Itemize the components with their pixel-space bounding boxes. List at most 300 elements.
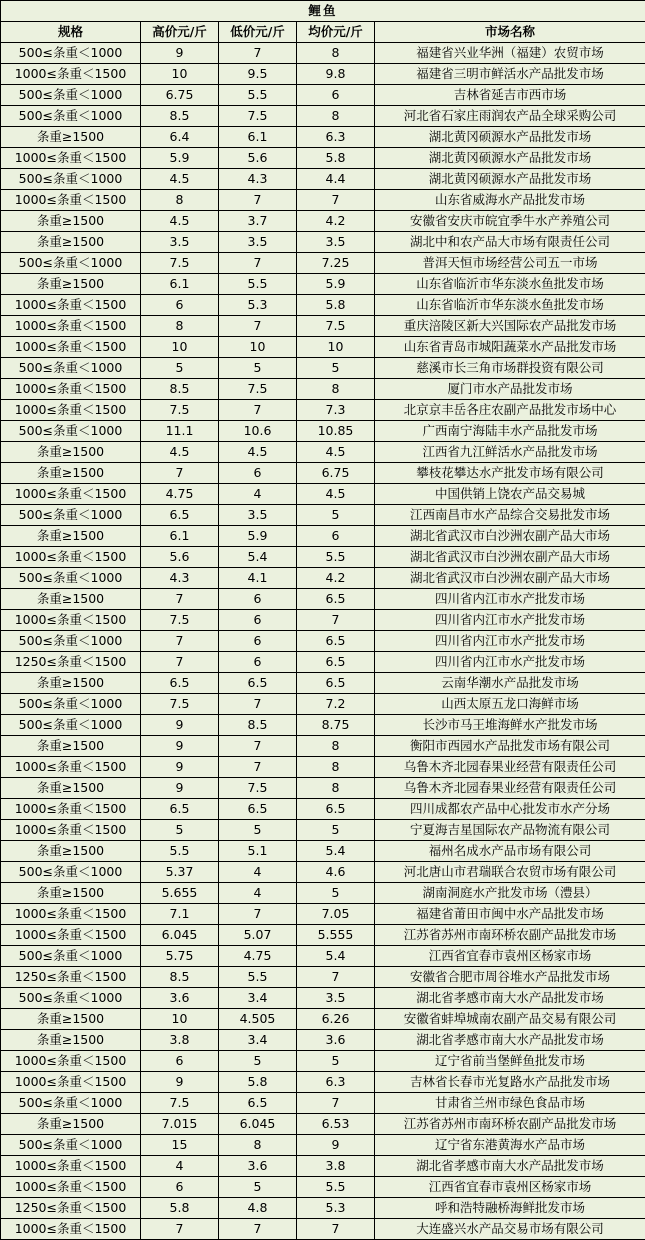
cell-low-price: 5 (219, 1051, 297, 1072)
cell-high-price: 8 (141, 190, 219, 211)
table-title: 鲤鱼 (1, 1, 645, 22)
cell-market-name: 慈溪市长三角市场群投资有限公司 (375, 358, 645, 379)
cell-low-price: 5 (219, 358, 297, 379)
cell-market-name: 厦门市水产品批发市场 (375, 379, 645, 400)
cell-avg-price: 4.4 (297, 169, 375, 190)
cell-high-price: 5.75 (141, 946, 219, 967)
cell-low-price: 7.5 (219, 379, 297, 400)
cell-spec: 1000≤条重＜1500 (1, 295, 141, 316)
cell-avg-price: 6.5 (297, 673, 375, 694)
cell-spec: 条重≥1500 (1, 274, 141, 295)
table-row (1, 988, 645, 1009)
cell-avg-price: 7 (297, 190, 375, 211)
cell-low-price: 6 (219, 589, 297, 610)
cell-low-price: 4 (219, 484, 297, 505)
cell-market-name: 山东省临沂市华东淡水鱼批发市场 (375, 274, 645, 295)
cell-low-price: 5.3 (219, 295, 297, 316)
table-row (1, 652, 645, 673)
cell-low-price: 3.5 (219, 232, 297, 253)
cell-spec: 500≤条重＜1000 (1, 1093, 141, 1114)
cell-spec: 条重≥1500 (1, 778, 141, 799)
table-title-row (1, 1, 645, 22)
cell-high-price: 15 (141, 1135, 219, 1156)
cell-high-price: 9 (141, 778, 219, 799)
table-row (1, 421, 645, 442)
table-row (1, 673, 645, 694)
table-row (1, 946, 645, 967)
cell-avg-price: 6.26 (297, 1009, 375, 1030)
cell-spec: 500≤条重＜1000 (1, 106, 141, 127)
cell-low-price: 7 (219, 316, 297, 337)
table-row (1, 1198, 645, 1219)
cell-avg-price: 3.5 (297, 988, 375, 1009)
cell-market-name: 山东省威海水产品批发市场 (375, 190, 645, 211)
cell-low-price: 7 (219, 190, 297, 211)
table-row (1, 1051, 645, 1072)
cell-low-price: 5.9 (219, 526, 297, 547)
cell-market-name: 湖北中和农产品大市场有限责任公司 (375, 232, 645, 253)
cell-market-name: 四川成都农产品中心批发市水产分场 (375, 799, 645, 820)
cell-market-name: 湖北省孝感市南大水产品批发市场 (375, 988, 645, 1009)
cell-avg-price: 7 (297, 967, 375, 988)
table-row (1, 1219, 645, 1240)
cell-spec: 500≤条重＜1000 (1, 358, 141, 379)
cell-high-price: 6.5 (141, 799, 219, 820)
table-row (1, 148, 645, 169)
cell-avg-price: 7 (297, 1093, 375, 1114)
cell-market-name: 江苏省苏州市南环桥农副产品批发市场 (375, 1114, 645, 1135)
cell-high-price: 9 (141, 736, 219, 757)
cell-high-price: 7 (141, 589, 219, 610)
cell-high-price: 4.75 (141, 484, 219, 505)
cell-high-price: 7 (141, 652, 219, 673)
table-row (1, 1135, 645, 1156)
cell-market-name: 福建省三明市鲜活水产品批发市场 (375, 64, 645, 85)
table-row (1, 568, 645, 589)
cell-low-price: 5.5 (219, 85, 297, 106)
cell-high-price: 7 (141, 631, 219, 652)
table-row (1, 1114, 645, 1135)
cell-avg-price: 6.53 (297, 1114, 375, 1135)
cell-high-price: 5 (141, 358, 219, 379)
table-row (1, 190, 645, 211)
cell-avg-price: 7.3 (297, 400, 375, 421)
cell-market-name: 四川省内江市水产批发市场 (375, 652, 645, 673)
table-row (1, 967, 645, 988)
cell-avg-price: 4.6 (297, 862, 375, 883)
table-row (1, 925, 645, 946)
cell-market-name: 大连盛兴水产品交易市场有限公司 (375, 1219, 645, 1240)
table-row (1, 64, 645, 85)
cell-market-name: 呼和浩特融桥海鲜批发市场 (375, 1198, 645, 1219)
header-high-price: 高价元/斤 (141, 22, 219, 43)
cell-market-name: 重庆涪陵区新大兴国际农产品批发市场 (375, 316, 645, 337)
header-row (1, 22, 645, 43)
cell-avg-price: 5.8 (297, 148, 375, 169)
cell-high-price: 9 (141, 43, 219, 64)
cell-high-price: 9 (141, 757, 219, 778)
cell-spec: 条重≥1500 (1, 232, 141, 253)
header-low-price: 低价元/斤 (219, 22, 297, 43)
cell-market-name: 北京京丰岳各庄农副产品批发市场中心 (375, 400, 645, 421)
cell-market-name: 长沙市马王堆海鲜水产批发市场 (375, 715, 645, 736)
cell-spec: 1000≤条重＜1500 (1, 547, 141, 568)
cell-high-price: 7 (141, 1219, 219, 1240)
cell-market-name: 四川省内江市水产批发市场 (375, 631, 645, 652)
cell-spec: 条重≥1500 (1, 841, 141, 862)
cell-avg-price: 7.5 (297, 316, 375, 337)
cell-market-name: 云南华潮水产品批发市场 (375, 673, 645, 694)
table-row (1, 1177, 645, 1198)
cell-low-price: 7 (219, 904, 297, 925)
cell-market-name: 江西省宜春市袁州区杨家市场 (375, 946, 645, 967)
cell-avg-price: 5.4 (297, 946, 375, 967)
cell-avg-price: 5.8 (297, 295, 375, 316)
table-row (1, 169, 645, 190)
cell-avg-price: 6 (297, 526, 375, 547)
table-row (1, 1156, 645, 1177)
cell-spec: 1000≤条重＜1500 (1, 610, 141, 631)
cell-high-price: 10 (141, 64, 219, 85)
cell-high-price: 6 (141, 1051, 219, 1072)
cell-high-price: 5.655 (141, 883, 219, 904)
cell-high-price: 3.5 (141, 232, 219, 253)
cell-low-price: 6.5 (219, 1093, 297, 1114)
cell-market-name: 江西省宜春市袁州区杨家市场 (375, 1177, 645, 1198)
cell-avg-price: 5 (297, 358, 375, 379)
cell-low-price: 7.5 (219, 778, 297, 799)
cell-avg-price: 6 (297, 85, 375, 106)
cell-low-price: 7.5 (219, 106, 297, 127)
cell-avg-price: 6.5 (297, 631, 375, 652)
cell-high-price: 5.37 (141, 862, 219, 883)
cell-low-price: 7 (219, 1219, 297, 1240)
cell-high-price: 8.5 (141, 106, 219, 127)
cell-avg-price: 4.5 (297, 484, 375, 505)
table-row (1, 232, 645, 253)
cell-spec: 条重≥1500 (1, 442, 141, 463)
cell-avg-price: 5 (297, 505, 375, 526)
cell-spec: 条重≥1500 (1, 211, 141, 232)
table-row (1, 43, 645, 64)
table-row (1, 547, 645, 568)
cell-high-price: 10 (141, 1009, 219, 1030)
cell-market-name: 四川省内江市水产批发市场 (375, 610, 645, 631)
cell-low-price: 7 (219, 43, 297, 64)
table-row (1, 736, 645, 757)
table-row (1, 694, 645, 715)
cell-low-price: 6 (219, 631, 297, 652)
table-row (1, 1009, 645, 1030)
cell-low-price: 4.1 (219, 568, 297, 589)
cell-spec: 条重≥1500 (1, 736, 141, 757)
cell-avg-price: 5.3 (297, 1198, 375, 1219)
cell-high-price: 5 (141, 820, 219, 841)
cell-market-name: 湖北黄冈硕源水产品批发市场 (375, 148, 645, 169)
table-row (1, 211, 645, 232)
cell-avg-price: 8 (297, 757, 375, 778)
cell-high-price: 8.5 (141, 967, 219, 988)
cell-high-price: 7 (141, 463, 219, 484)
cell-high-price: 5.6 (141, 547, 219, 568)
table-row (1, 274, 645, 295)
cell-avg-price: 8.75 (297, 715, 375, 736)
cell-market-name: 攀枝花攀达水产批发市场有限公司 (375, 463, 645, 484)
cell-high-price: 4.5 (141, 169, 219, 190)
cell-avg-price: 8 (297, 379, 375, 400)
cell-high-price: 5.5 (141, 841, 219, 862)
cell-avg-price: 7.05 (297, 904, 375, 925)
cell-market-name: 安徽省合肥市周谷堆水产品批发市场 (375, 967, 645, 988)
cell-market-name: 辽宁省前当堡鲜鱼批发市场 (375, 1051, 645, 1072)
cell-high-price: 6.4 (141, 127, 219, 148)
cell-market-name: 湖北省孝感市南大水产品批发市场 (375, 1156, 645, 1177)
table-row (1, 1030, 645, 1051)
cell-high-price: 7.1 (141, 904, 219, 925)
table-row (1, 379, 645, 400)
cell-high-price: 3.8 (141, 1030, 219, 1051)
cell-spec: 1000≤条重＜1500 (1, 820, 141, 841)
cell-low-price: 6.045 (219, 1114, 297, 1135)
cell-market-name: 山东省临沂市华东淡水鱼批发市场 (375, 295, 645, 316)
cell-avg-price: 6.5 (297, 799, 375, 820)
table-row (1, 316, 645, 337)
cell-high-price: 6 (141, 1177, 219, 1198)
cell-high-price: 6.5 (141, 673, 219, 694)
cell-market-name: 宁夏海吉星国际农产品物流有限公司 (375, 820, 645, 841)
cell-spec: 1250≤条重＜1500 (1, 1198, 141, 1219)
cell-high-price: 7.5 (141, 610, 219, 631)
cell-low-price: 5.07 (219, 925, 297, 946)
cell-market-name: 吉林省长春市光复路水产品批发市场 (375, 1072, 645, 1093)
cell-avg-price: 5 (297, 1051, 375, 1072)
cell-low-price: 9.5 (219, 64, 297, 85)
cell-high-price: 3.6 (141, 988, 219, 1009)
cell-low-price: 4.75 (219, 946, 297, 967)
cell-avg-price: 5 (297, 883, 375, 904)
cell-market-name: 乌鲁木齐北园春果业经营有限责任公司 (375, 778, 645, 799)
cell-avg-price: 7.2 (297, 694, 375, 715)
cell-market-name: 湖北省武汉市白沙洲农副产品大市场 (375, 526, 645, 547)
cell-high-price: 6.1 (141, 274, 219, 295)
cell-spec: 500≤条重＜1000 (1, 169, 141, 190)
cell-market-name: 吉林省延吉市西市场 (375, 85, 645, 106)
cell-low-price: 8.5 (219, 715, 297, 736)
cell-market-name: 衡阳市西园水产品批发市场有限公司 (375, 736, 645, 757)
header-spec: 规格 (1, 22, 141, 43)
table-row (1, 778, 645, 799)
table-row (1, 463, 645, 484)
cell-market-name: 湖南洞庭水产批发市场（澧县） (375, 883, 645, 904)
cell-avg-price: 4.2 (297, 211, 375, 232)
cell-spec: 1000≤条重＜1500 (1, 1219, 141, 1240)
cell-market-name: 福建省莆田市闽中水产品批发市场 (375, 904, 645, 925)
cell-spec: 条重≥1500 (1, 526, 141, 547)
cell-market-name: 安徽省安庆市皖宜季牛水产养殖公司 (375, 211, 645, 232)
cell-high-price: 4.3 (141, 568, 219, 589)
cell-low-price: 6.1 (219, 127, 297, 148)
cell-spec: 500≤条重＜1000 (1, 631, 141, 652)
cell-spec: 1000≤条重＜1500 (1, 1156, 141, 1177)
cell-spec: 500≤条重＜1000 (1, 988, 141, 1009)
cell-spec: 1000≤条重＜1500 (1, 904, 141, 925)
cell-spec: 1000≤条重＜1500 (1, 337, 141, 358)
cell-high-price: 7.5 (141, 694, 219, 715)
table-row (1, 85, 645, 106)
cell-avg-price: 8 (297, 106, 375, 127)
cell-spec: 条重≥1500 (1, 883, 141, 904)
cell-avg-price: 5.5 (297, 1177, 375, 1198)
cell-low-price: 5.5 (219, 274, 297, 295)
cell-spec: 1000≤条重＜1500 (1, 64, 141, 85)
cell-market-name: 山西太原五龙口海鲜市场 (375, 694, 645, 715)
cell-high-price: 4 (141, 1156, 219, 1177)
cell-high-price: 4.5 (141, 442, 219, 463)
cell-market-name: 普洱天恒市场经营公司五一市场 (375, 253, 645, 274)
cell-low-price: 10.6 (219, 421, 297, 442)
cell-high-price: 7.015 (141, 1114, 219, 1135)
cell-avg-price: 6.3 (297, 1072, 375, 1093)
cell-spec: 500≤条重＜1000 (1, 505, 141, 526)
cell-high-price: 4.5 (141, 211, 219, 232)
cell-low-price: 5.8 (219, 1072, 297, 1093)
cell-avg-price: 6.3 (297, 127, 375, 148)
cell-spec: 条重≥1500 (1, 1030, 141, 1051)
table-row (1, 715, 645, 736)
cell-spec: 条重≥1500 (1, 673, 141, 694)
cell-spec: 500≤条重＜1000 (1, 694, 141, 715)
cell-high-price: 8 (141, 316, 219, 337)
table-row (1, 841, 645, 862)
table-row (1, 610, 645, 631)
cell-market-name: 湖北黄冈硕源水产品批发市场 (375, 169, 645, 190)
cell-avg-price: 5.555 (297, 925, 375, 946)
cell-spec: 1000≤条重＜1500 (1, 757, 141, 778)
cell-spec: 500≤条重＜1000 (1, 253, 141, 274)
cell-avg-price: 7 (297, 1219, 375, 1240)
cell-spec: 1000≤条重＜1500 (1, 799, 141, 820)
cell-low-price: 8 (219, 1135, 297, 1156)
table-row (1, 1093, 645, 1114)
cell-avg-price: 7.25 (297, 253, 375, 274)
table-row (1, 358, 645, 379)
cell-avg-price: 3.8 (297, 1156, 375, 1177)
cell-low-price: 4.505 (219, 1009, 297, 1030)
cell-avg-price: 5.5 (297, 547, 375, 568)
cell-spec: 1000≤条重＜1500 (1, 925, 141, 946)
cell-high-price: 5.9 (141, 148, 219, 169)
cell-spec: 500≤条重＜1000 (1, 1135, 141, 1156)
cell-market-name: 湖北省武汉市白沙洲农副产品大市场 (375, 547, 645, 568)
cell-low-price: 7 (219, 253, 297, 274)
table-row (1, 127, 645, 148)
cell-low-price: 4.3 (219, 169, 297, 190)
cell-market-name: 江苏省苏州市南环桥农副产品批发市场 (375, 925, 645, 946)
cell-high-price: 8.5 (141, 379, 219, 400)
cell-spec: 1000≤条重＜1500 (1, 190, 141, 211)
cell-spec: 500≤条重＜1000 (1, 862, 141, 883)
cell-spec: 500≤条重＜1000 (1, 568, 141, 589)
cell-avg-price: 8 (297, 43, 375, 64)
cell-low-price: 4.5 (219, 442, 297, 463)
cell-spec: 1000≤条重＜1500 (1, 379, 141, 400)
cell-avg-price: 6.5 (297, 652, 375, 673)
cell-low-price: 5 (219, 820, 297, 841)
table-row (1, 820, 645, 841)
table-row (1, 589, 645, 610)
cell-market-name: 中国供销上饶农产品交易城 (375, 484, 645, 505)
cell-avg-price: 4.5 (297, 442, 375, 463)
cell-low-price: 5.4 (219, 547, 297, 568)
table-row (1, 526, 645, 547)
table-row (1, 631, 645, 652)
table-row (1, 883, 645, 904)
cell-spec: 1000≤条重＜1500 (1, 400, 141, 421)
cell-spec: 条重≥1500 (1, 1114, 141, 1135)
cell-low-price: 6 (219, 610, 297, 631)
cell-avg-price: 10.85 (297, 421, 375, 442)
cell-low-price: 5 (219, 1177, 297, 1198)
table-body (1, 43, 645, 1240)
cell-avg-price: 8 (297, 778, 375, 799)
cell-avg-price: 5 (297, 820, 375, 841)
cell-market-name: 河北省石家庄雨润农产品全球采购公司 (375, 106, 645, 127)
cell-low-price: 4.8 (219, 1198, 297, 1219)
cell-high-price: 10 (141, 337, 219, 358)
header-avg-price: 均价元/斤 (297, 22, 375, 43)
cell-spec: 1000≤条重＜1500 (1, 1177, 141, 1198)
cell-spec: 500≤条重＜1000 (1, 421, 141, 442)
cell-market-name: 湖北省武汉市白沙洲农副产品大市场 (375, 568, 645, 589)
cell-avg-price: 8 (297, 736, 375, 757)
cell-avg-price: 3.6 (297, 1030, 375, 1051)
cell-high-price: 6.5 (141, 505, 219, 526)
cell-high-price: 6 (141, 295, 219, 316)
table-row (1, 799, 645, 820)
cell-low-price: 3.4 (219, 988, 297, 1009)
cell-low-price: 5.6 (219, 148, 297, 169)
cell-avg-price: 5.9 (297, 274, 375, 295)
cell-market-name: 安徽省蚌埠城南农副产品交易有限公司 (375, 1009, 645, 1030)
cell-market-name: 江西省九江鲜活水产品批发市场 (375, 442, 645, 463)
cell-high-price: 9 (141, 715, 219, 736)
cell-avg-price: 9.8 (297, 64, 375, 85)
cell-avg-price: 3.5 (297, 232, 375, 253)
cell-spec: 1000≤条重＜1500 (1, 1051, 141, 1072)
cell-market-name: 江西南昌市水产品综合交易批发市场 (375, 505, 645, 526)
cell-low-price: 4 (219, 883, 297, 904)
cell-low-price: 6.5 (219, 673, 297, 694)
cell-high-price: 7.5 (141, 1093, 219, 1114)
table-row (1, 106, 645, 127)
cell-spec: 500≤条重＜1000 (1, 715, 141, 736)
cell-spec: 1000≤条重＜1500 (1, 1072, 141, 1093)
cell-market-name: 福建省兴业华洲（福建）农贸市场 (375, 43, 645, 64)
cell-spec: 1000≤条重＜1500 (1, 316, 141, 337)
table-row (1, 337, 645, 358)
cell-market-name: 福州名成水产品市场有限公司 (375, 841, 645, 862)
table-row (1, 295, 645, 316)
cell-spec: 1000≤条重＜1500 (1, 484, 141, 505)
cell-low-price: 3.7 (219, 211, 297, 232)
cell-high-price: 7.5 (141, 400, 219, 421)
cell-spec: 500≤条重＜1000 (1, 85, 141, 106)
cell-avg-price: 9 (297, 1135, 375, 1156)
cell-avg-price: 5.4 (297, 841, 375, 862)
cell-low-price: 7 (219, 736, 297, 757)
cell-market-name: 广西南宁海陆丰水产品批发市场 (375, 421, 645, 442)
table-row (1, 1072, 645, 1093)
